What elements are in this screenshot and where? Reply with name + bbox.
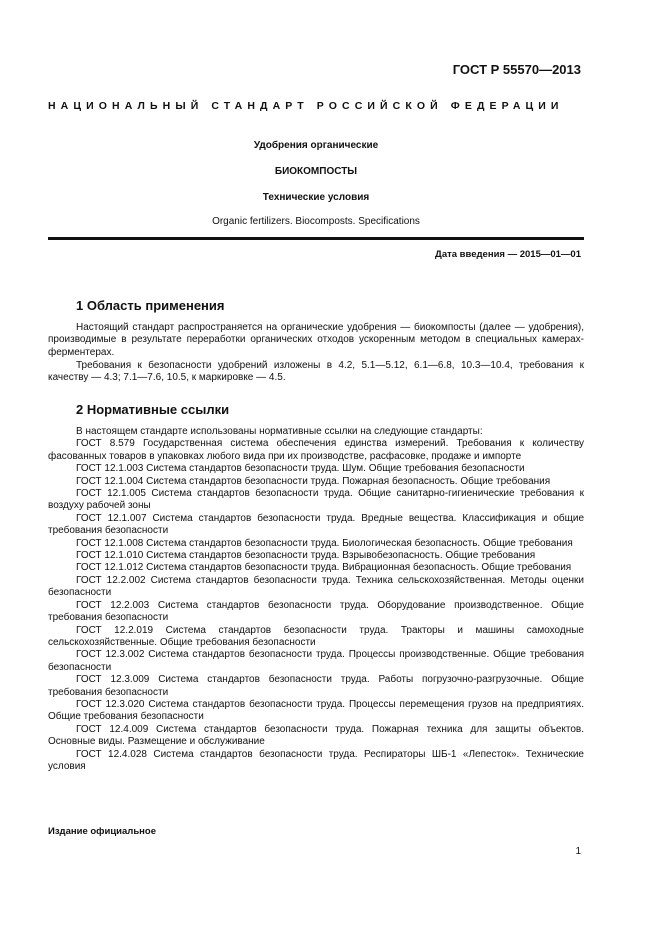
section-1-paragraph-1: Настоящий стандарт распространяется на органические удобрения — биокомпосты (далее — удобрения), производимые в результате переработки органических отходов ускоренным методом в специальных камерах-ферментерах. xyxy=(48,322,584,358)
title-main: БИОКОМПОСТЫ xyxy=(274,166,358,177)
section-1-heading: 1 Область применения xyxy=(76,298,225,313)
title-divider xyxy=(48,237,584,240)
standard-number: ГОСТ Р 55570—2013 xyxy=(452,62,581,77)
reference-item: ГОСТ 12.1.008 Система стандартов безопасности труда. Биологическая безопасность. Общие требования xyxy=(76,537,573,549)
page-number: 1 xyxy=(575,846,581,857)
title-english: Organic fertilizers. Biocomposts. Specifications xyxy=(212,216,420,227)
reference-item: ГОСТ 12.1.003 Система стандартов безопасности труда. Шум. Общие требования безопасности xyxy=(76,463,525,475)
reference-item: ГОСТ 12.4.028 Система стандартов безопасности труда. Респираторы ШБ-1 «Лепесток». Технические условия xyxy=(48,748,584,772)
introduction-date: Дата введения — 2015—01—01 xyxy=(435,249,581,260)
references-intro: В настоящем стандарте использованы нормативные ссылки на следующие стандарты: xyxy=(76,426,483,437)
reference-item: ГОСТ 12.1.010 Система стандартов безопасности труда. Взрывобезопасность. Общие требования xyxy=(76,550,536,562)
reference-item: ГОСТ 12.3.020 Система стандартов безопасности труда. Процессы перемещения грузов на предприятиях. Общие требования безопасности xyxy=(48,698,584,723)
reference-item: ГОСТ 12.3.009 Система стандартов безопасности труда. Работы погрузочно-разгрузочные. Общие требования безопасности xyxy=(48,674,584,698)
section-1-paragraph-2: Требования к безопасности удобрений изложены в 4.2, 5.1—5.12, 6.1—6.8, 10.3—10.4, требования к качеству — 4.3; 7.1—7.6, 10.5, к маркировке — 4.5. xyxy=(48,360,584,384)
reference-item: ГОСТ 8.579 Государственная система обеспечения единства измерений. Требования к количеству фасованных товаров в упаковках любого вида при их производстве, расфасовке, продаже и импорте xyxy=(48,438,584,462)
references-list xyxy=(48,426,584,773)
reference-item: ГОСТ 12.3.002 Система стандартов безопасности труда. Процессы производственные. Общие требования безопасности xyxy=(48,649,584,673)
section-2-heading: 2 Нормативные ссылки xyxy=(76,402,230,417)
title-subtitle: Технические условия xyxy=(262,192,370,203)
reference-item: ГОСТ 12.1.005 Система стандартов безопасности труда. Общие санитарно-гигиенические требования к воздуху рабочей зоны xyxy=(48,488,584,512)
reference-item: ГОСТ 12.2.019 Система стандартов безопасности труда. Тракторы и машины самоходные сельскохозяйственные. Общие требования безопасности xyxy=(48,624,584,648)
reference-item: ГОСТ 12.2.002 Система стандартов безопасности труда. Техника сельскохозяйственная. Методы оценки безопасности xyxy=(48,574,584,599)
title-category: Удобрения органические xyxy=(253,140,379,151)
official-edition-label: Издание официальное xyxy=(48,826,156,837)
reference-item: ГОСТ 12.2.003 Система стандартов безопасности труда. Оборудование производственное. Общие требования безопасности xyxy=(48,599,584,624)
reference-item: ГОСТ 12.1.007 Система стандартов безопасности труда. Вредные вещества. Классификация и общие требования безопасности xyxy=(48,512,584,537)
reference-item: ГОСТ 12.1.004 Система стандартов безопасности труда. Пожарная безопасность. Общие требования xyxy=(76,475,551,487)
reference-item: ГОСТ 12.4.009 Система стандартов безопасности труда. Пожарная техника для защиты объектов. Основные виды. Размещение и обслуживание xyxy=(48,723,584,748)
reference-item: ГОСТ 12.1.012 Система стандартов безопасности труда. Вибрационная безопасность. Общие требования xyxy=(76,562,572,574)
national-standard-heading: НАЦИОНАЛЬНЫЙ СТАНДАРТ РОССИЙСКОЙ ФЕДЕРАЦИИ xyxy=(48,100,564,112)
